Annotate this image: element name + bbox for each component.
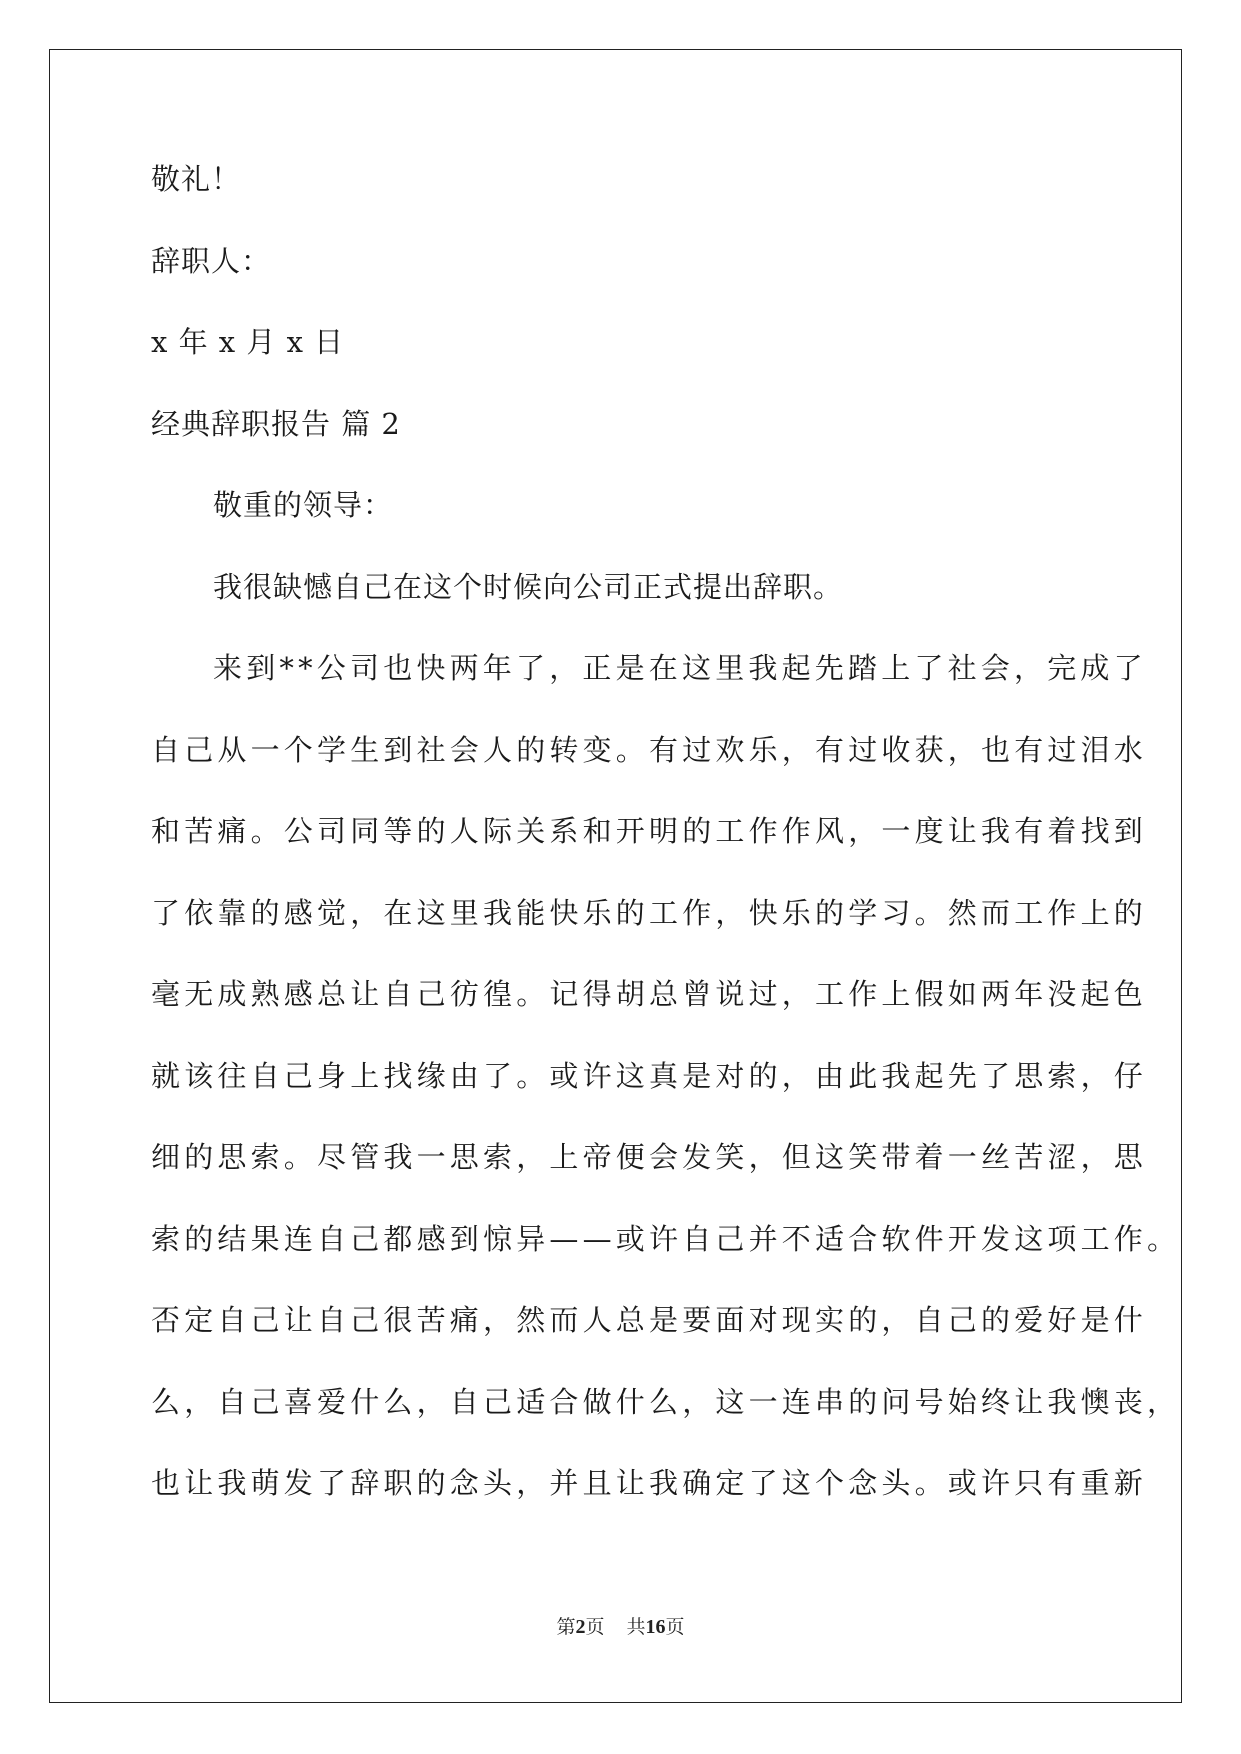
paragraph-line: 来到**公司也快两年了，正是在这里我起先踏上了社会，完成了 [213,651,1147,685]
signer-label: 辞职人： [151,243,272,278]
page-footer [0,1612,1241,1639]
paragraph-line: 索的结果连自己都感到惊异——或许自己并不适合软件开发这项工作。 [151,1221,1181,1256]
paragraph-line: 也让我萌发了辞职的念头，并且让我确定了这个念头。或许只有重新 [151,1466,1148,1500]
document-body [151,160,1181,1546]
page-current: 2 [575,1616,586,1638]
section-title: 经典辞职报告 篇 2 [151,406,401,441]
paragraph-line: 细的思索。尽管我一思索，上帝便会发笑，但这笑带着一丝苦涩，思 [151,1140,1148,1174]
closing-salutation: 敬礼！ [151,162,242,196]
paragraph-line: 我很缺憾自己在这个时候向公司正式提出辞职。 [213,569,844,604]
paragraph-line: 么，自己喜爱什么，自己适合做什么，这一连串的问号始终让我懊丧， [151,1384,1181,1419]
page-total: 16 [645,1616,666,1638]
paragraph-line: 和苦痛。公司同等的人际关系和开明的工作作风，一度让我有着找到 [151,814,1148,848]
total-prefix: 共 [626,1616,646,1638]
paragraph-line: 了依靠的感觉，在这里我能快乐的工作，快乐的学习。然而工作上的 [151,895,1148,930]
page-prefix: 第 [556,1616,576,1638]
paragraph-line: 就该往自己身上找缘由了。或许这真是对的，由此我起先了思索，仔 [151,1058,1148,1093]
greeting: 敬重的领导： [213,488,394,522]
page-unit: 页 [585,1616,605,1638]
paragraph-line: 自己从一个学生到社会人的转变。有过欢乐，有过收获，也有过泪水 [151,732,1148,767]
paragraph-line: 毫无成熟感总让自己彷徨。记得胡总曾说过，工作上假如两年没起色 [151,977,1148,1011]
date-line: x 年 x 月 x 日 [151,325,345,359]
paragraph-line: 否定自己让自己很苦痛，然而人总是要面对现实的，自己的爱好是什 [151,1303,1148,1337]
total-unit: 页 [665,1616,685,1638]
